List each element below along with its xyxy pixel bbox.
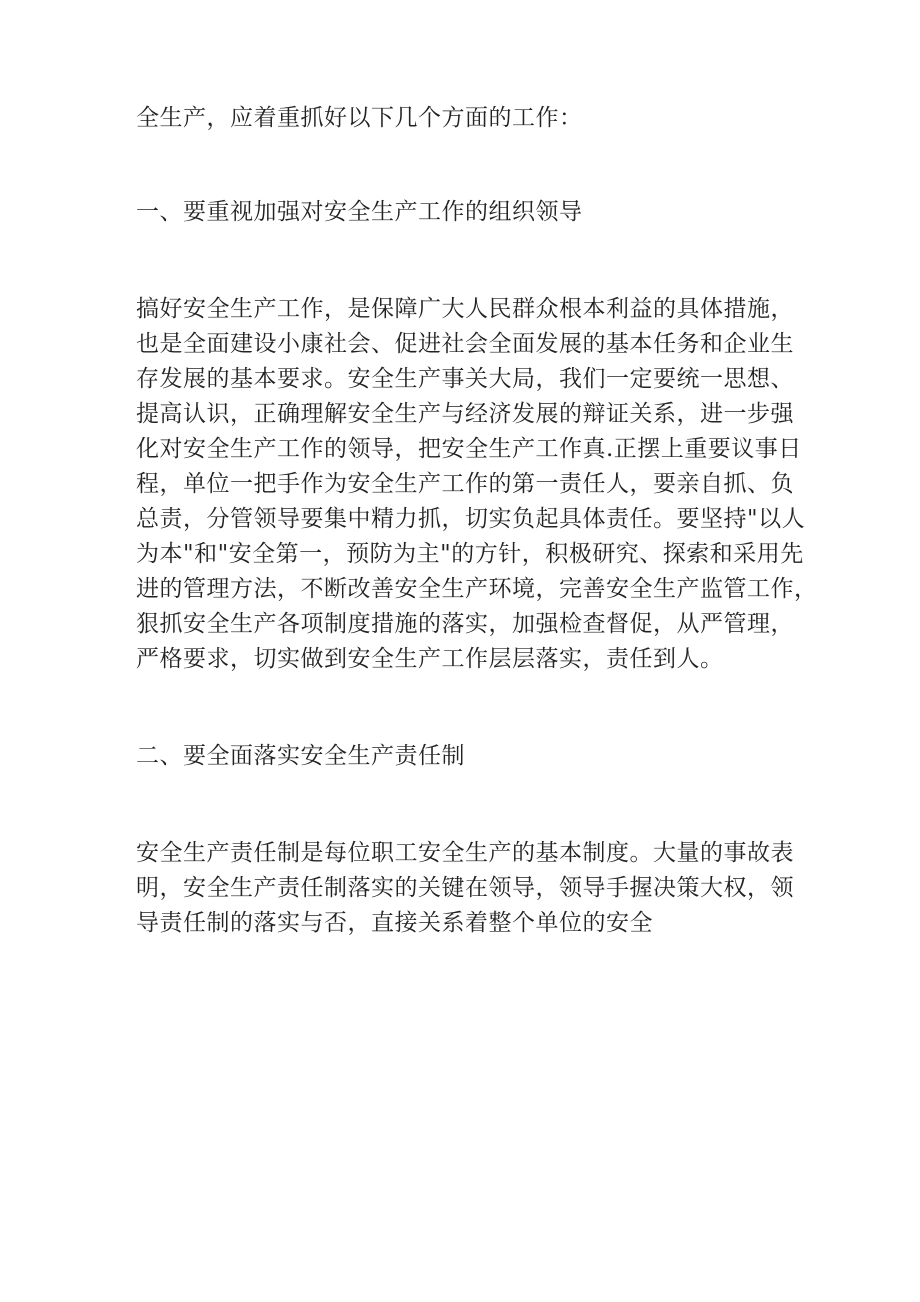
paragraph-line: 化对安全生产工作的领导，把安全生产工作真.正摆上重要议事日 — [136, 436, 802, 462]
paragraph-line: 安全生产责任制是每位职工安全生产的基本制度。大量的事故表 — [136, 840, 794, 866]
paragraph-line: 严格要求，切实做到安全生产工作层层落实，责任到人。 — [136, 646, 724, 672]
section2-heading: 二、要全面落实安全生产责任制 — [136, 743, 465, 769]
section1-heading: 一、要重视加强对安全生产工作的组织领导 — [136, 199, 583, 225]
paragraph-line: 明，安全生产责任制落实的关键在领导，领导手握决策大权，领 — [136, 875, 794, 901]
paragraph-line: 总责，分管领导要集中精力抓，切实负起具体责任。要坚持"以人 — [136, 506, 806, 532]
paragraph-line: 狠抓安全生产各项制度措施的落实，加强检查督促，从严管理， — [136, 611, 794, 637]
intro-line: 全生产，应着重抓好以下几个方面的工作： — [136, 105, 583, 131]
paragraph-line: 也是全面建设小康社会、促进社会全面发展的基本任务和企业生 — [136, 331, 794, 357]
paragraph-line: 为本"和"安全第一，预防为主"的方针，积极研究、探索和采用先 — [136, 541, 804, 567]
paragraph-line: 提高认识，正确理解安全生产与经济发展的辩证关系，进一步强 — [136, 401, 794, 427]
paragraph-line: 程，单位一把手作为安全生产工作的第一责任人，要亲自抓、负 — [136, 471, 794, 497]
paragraph-line: 存发展的基本要求。安全生产事关大局，我们一定要统一思想、 — [136, 366, 794, 392]
paragraph-line: 搞好安全生产工作，是保障广大人民群众根本利益的具体措施， — [136, 296, 794, 322]
paragraph-line: 导责任制的落实与否，直接关系着整个单位的安全 — [136, 910, 653, 936]
paragraph-line: 进的管理方法，不断改善安全生产环境，完善安全生产监管工作， — [136, 576, 818, 602]
